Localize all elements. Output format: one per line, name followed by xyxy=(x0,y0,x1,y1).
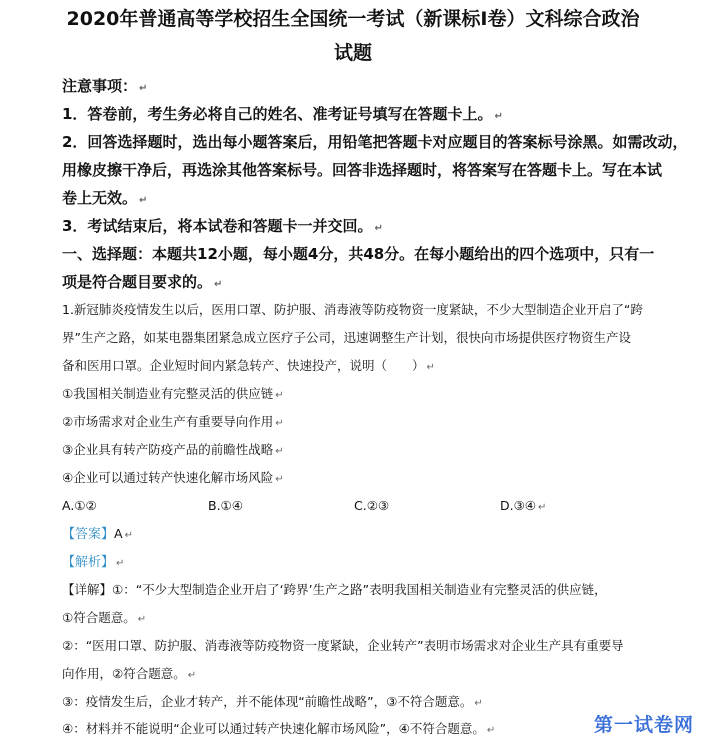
return-mark-icon: ↵ xyxy=(116,558,125,569)
section-heading-line1: 一、选择题：本题共12小题，每小题4分，共48分。在每小题给出的四个选项中，只有一 xyxy=(62,245,655,263)
option-c: C.②③ xyxy=(354,498,390,513)
return-mark-icon: ↵ xyxy=(137,614,147,625)
notice-item-2-line3: 卷上无效。 ↵ xyxy=(62,189,148,207)
exam-title-line1: 2020年普通高等学校招生全国统一考试（新课标Ⅰ卷）文科综合政治 xyxy=(66,8,640,30)
site-watermark: 第一试卷网 xyxy=(593,714,694,736)
return-mark-icon: ↵ xyxy=(486,725,496,736)
option-d: D.③④ ↵ xyxy=(500,498,547,513)
answer-value: A xyxy=(114,526,123,541)
detail-line-6: ④：材料并不能说明“企业可以通过转产快速化解市场风险”，④不符合题意。 ↵ xyxy=(62,721,496,736)
return-mark-icon: ↵ xyxy=(275,474,284,485)
return-mark-icon: ↵ xyxy=(275,446,284,457)
notice-item-3: 3．考试结束后，将本试卷和答题卡一并交回。 ↵ xyxy=(62,217,383,235)
return-mark-icon: ↵ xyxy=(139,83,148,94)
notice-item-1: 1．答卷前，考生务必将自己的姓名、准考证号填写在答题卡上。 ↵ xyxy=(62,105,503,123)
statement-2: ②市场需求对企业生产有重要导向作用 ↵ xyxy=(62,414,284,429)
question-stem-line2: 界”生产之路，如某电器集团紧急成立医疗子公司，迅速调整生产计划，很快向市场提供医疗物资生产设 xyxy=(62,330,631,345)
return-mark-icon: ↵ xyxy=(124,530,133,541)
analysis-tag: 【解析】 xyxy=(62,555,115,570)
question-stem-line3: 备和医用口罩。企业短时间内紧急转产、快速投产，说明（ ） ↵ xyxy=(62,358,435,373)
return-mark-icon: ↵ xyxy=(538,502,547,513)
statement-4: ④企业可以通过转产快速化解市场风险 ↵ xyxy=(62,470,284,485)
return-mark-icon: ↵ xyxy=(275,390,284,401)
option-a: A.①② xyxy=(62,498,97,513)
detail-line-5: ③：疫情发生后，企业才转产，并不能体现“前瞻性战略”，③不符合题意。 ↵ xyxy=(62,694,483,709)
section-heading-line2: 项是符合题目要求的。 ↵ xyxy=(62,273,223,291)
return-mark-icon: ↵ xyxy=(426,362,435,373)
option-b: B.①④ xyxy=(208,498,243,513)
analysis-line xyxy=(62,552,124,574)
answer-line xyxy=(62,524,133,546)
exam-title-line2: 试题 xyxy=(333,42,372,64)
return-mark-icon: ↵ xyxy=(139,195,148,206)
answer-tag: 【答案】 xyxy=(62,527,115,542)
detail-line-3: ②：“医用口罩、防护服、消毒液等防疫物资一度紧缺，企业转产”表明市场需求对企业生产具有重要导 xyxy=(62,638,624,653)
statement-3: ③企业具有转产防疫产品的前瞻性战略 ↵ xyxy=(62,442,284,457)
return-mark-icon: ↵ xyxy=(214,279,223,290)
detail-line-4: 向作用，②符合题意。 ↵ xyxy=(62,666,197,681)
question-stem-line1: 1.新冠肺炎疫情发生以后，医用口罩、防护服、消毒液等防疫物资一度紧缺，不少大型制造企业开启了“跨 xyxy=(62,302,643,317)
return-mark-icon: ↵ xyxy=(474,698,483,709)
detail-line-1: 【详解】①：“不少大型制造企业开启了‘跨界’生产之路”表明我国相关制造业有完整灵活的供应链， xyxy=(62,582,607,597)
return-mark-icon: ↵ xyxy=(374,223,383,234)
notice-heading: 注意事项： ↵ xyxy=(62,77,148,95)
return-mark-icon: ↵ xyxy=(187,670,197,681)
return-mark-icon: ↵ xyxy=(275,418,284,429)
notice-item-2-line1: 2．回答选择题时，选出每小题答案后，用铅笔把答题卡对应题目的答案标号涂黑。如需改动， xyxy=(62,133,688,151)
statement-1: ①我国相关制造业有完整灵活的供应链 ↵ xyxy=(62,386,284,401)
detail-line-2: ①符合题意。 ↵ xyxy=(62,610,147,625)
notice-item-2-line2: 用橡皮擦干净后，再选涂其他答案标号。回答非选择题时，将答案写在答题卡上。写在本试 xyxy=(62,161,663,179)
return-mark-icon: ↵ xyxy=(494,111,503,122)
